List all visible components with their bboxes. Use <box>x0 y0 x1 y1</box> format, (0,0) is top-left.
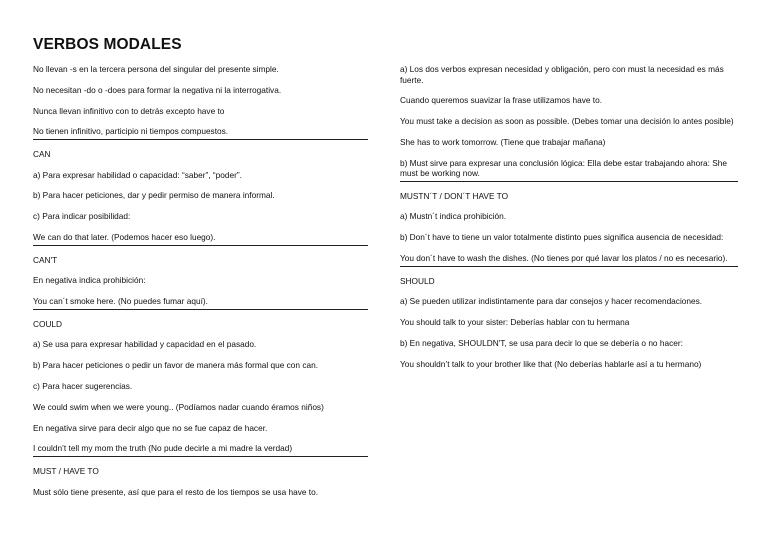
section-heading-can: CAN <box>33 148 51 159</box>
could-item: En negativa sirve para decir algo que no se fue capaz de hacer. <box>33 422 268 433</box>
must-detail: Cuando queremos suavizar la frase utilizamos have to. <box>400 95 602 106</box>
intro-line: Nunca llevan infinitivo con to detrás excepto have to <box>33 105 225 116</box>
should-item: You should talk to your sister: Deberías hablar con tu hermana <box>400 317 630 328</box>
could-item: I couldn’t tell my mom the truth (No pude decirle a mi madre la verdad) <box>33 443 368 457</box>
mustnt-item: a) Mustn´t indica prohibición. <box>400 211 507 222</box>
cant-item: You can´t smoke here. (No puedes fumar aquí). <box>33 296 368 310</box>
intro-line: No tienen infinitivo, participio ni tiempos compuestos. <box>33 126 368 140</box>
section-heading-must: MUST / HAVE TO <box>33 465 99 476</box>
must-detail: She has to work tomorrow. (Tiene que trabajar mañana) <box>400 136 606 147</box>
can-item: We can do that later. (Podemos hacer eso luego). <box>33 232 368 246</box>
mustnt-item: b) Don´t have to tiene un valor totalmente distinto pues significa ausencia de necesidad: <box>400 232 724 243</box>
can-item: c) Para indicar posibilidad: <box>33 211 131 222</box>
could-item: c) Para hacer sugerencias. <box>33 381 133 392</box>
must-detail: a) Los dos verbos expresan necesidad y obligación, pero con must la necesidad es más fuerte. <box>400 64 724 85</box>
intro-line: No necesitan -do o -does para formar la negativa ni la interrogativa. <box>33 84 282 95</box>
mustnt-item: You don´t have to wash the dishes. (No tienes por qué lavar los platos / no es necesario). <box>400 253 738 267</box>
cant-item: En negativa indica prohibición: <box>33 275 146 286</box>
section-heading-mustnt: MUSTN´T / DON´T HAVE TO <box>400 190 509 201</box>
must-detail: b) Must sirve para expresar una conclusión lógica: Ella debe estar trabajando ahora: She must be working now. <box>400 158 738 182</box>
must-detail: You must take a decision as soon as possible. (Debes tomar una decisión lo antes posible) <box>400 116 734 127</box>
page-title: VERBOS MODALES <box>33 36 182 53</box>
could-item: a) Se usa para expresar habilidad y capacidad en el pasado. <box>33 339 257 350</box>
should-item: You shouldn’t talk to your brother like that (No deberías hablarle así a tu hermano) <box>400 358 702 369</box>
left-column <box>33 64 368 508</box>
can-item: a) Para expresar habilidad o capacidad: “saber”, “poder”. <box>33 169 242 180</box>
section-heading-should: SHOULD <box>400 275 435 286</box>
can-item: b) Para hacer peticiones, dar y pedir permiso de manera informal. <box>33 190 275 201</box>
must-item: Must sólo tiene presente, así que para el resto de los tiempos se usa have to. <box>33 486 319 497</box>
section-heading-could: COULD <box>33 318 63 329</box>
could-item: b) Para hacer peticiones o pedir un favor de manera más formal que con can. <box>33 360 319 371</box>
intro-line: No llevan -s en la tercera persona del singular del presente simple. <box>33 64 279 74</box>
should-item: b) En negativa, SHOULDN'T, se usa para decir lo que se debería o no hacer: <box>400 337 683 348</box>
should-item: a) Se pueden utilizar indistintamente para dar consejos y hacer recomendaciones. <box>400 296 703 307</box>
could-item: We could swim when we were young.. (Podíamos nadar cuando éramos niños) <box>33 401 324 412</box>
section-heading-cant: CAN'T <box>33 254 58 265</box>
right-column <box>400 64 738 380</box>
